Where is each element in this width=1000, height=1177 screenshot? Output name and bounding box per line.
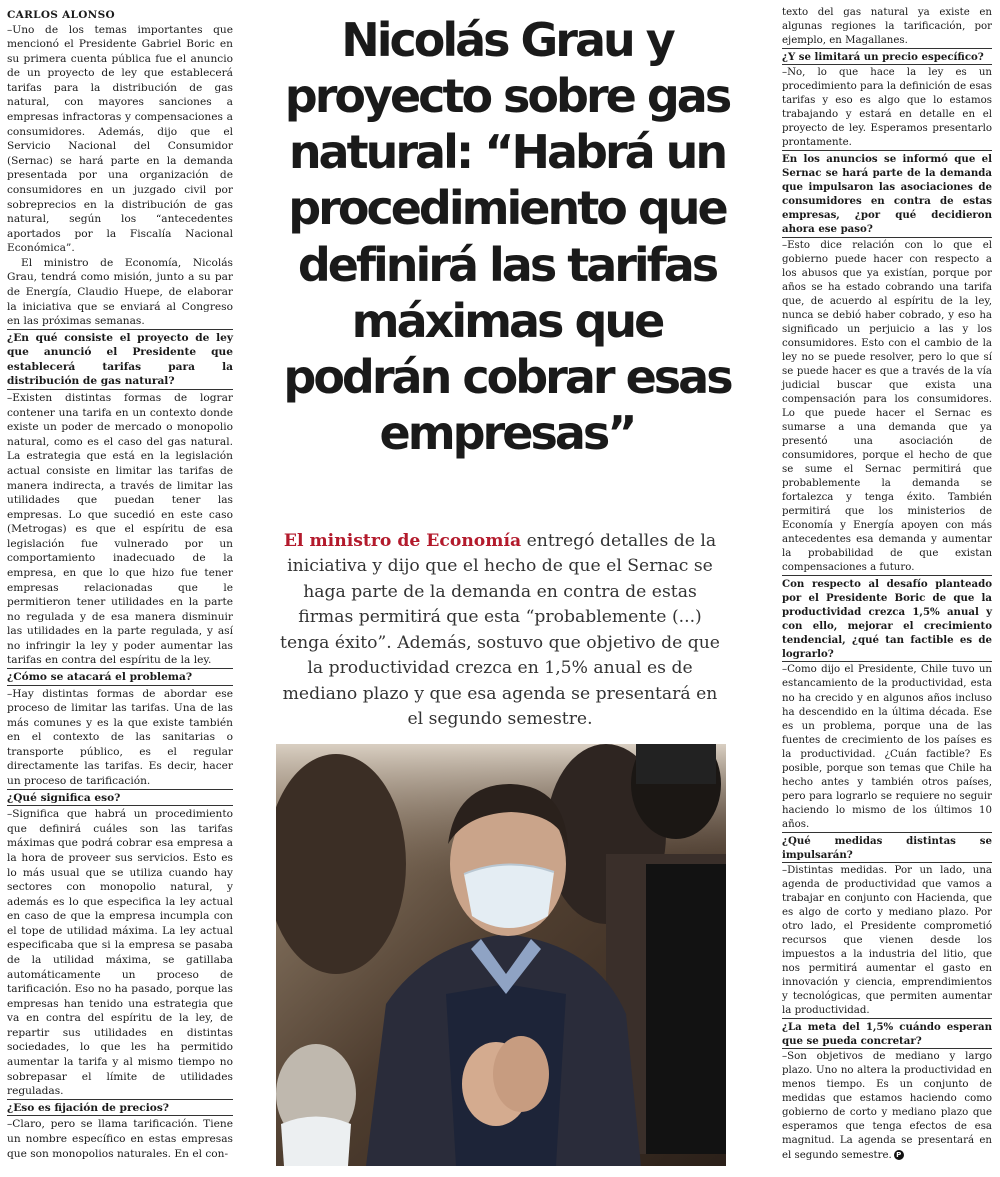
right-column [782, 6, 992, 1163]
divider [782, 832, 992, 833]
end-mark-icon: P [894, 1150, 904, 1160]
divider [782, 64, 992, 65]
answer: –Claro, pero se llama tarificación. Tiene un nombre específico en estas empresas que son monopolios naturales. En el con- [7, 1118, 233, 1160]
question: ¿La meta del 1,5% cuándo esperan que se pueda concretar? [782, 1021, 992, 1048]
paragraph: texto del gas natural ya existe en algunas regiones la tarificación, por ejemplo, en Magallanes. [782, 7, 992, 47]
paragraph: El ministro de Economía, Nicolás Grau, tendrá como misión, junto a su par de Energía, Claudio Huepe, de elaborar la iniciativa que se enviará al Congreso en las próximas semanas. [7, 256, 233, 328]
divider [782, 237, 992, 238]
divider [7, 685, 233, 686]
divider [7, 668, 233, 669]
divider [7, 1115, 233, 1116]
question: Con respecto al desafío planteado por el Presidente Boric de que la productividad crezca 1,5% anual y con ello, mejorar el crecimiento tendencial, ¿qué tan factible es de lograrlo? [782, 578, 992, 661]
question: En los anuncios se informó que el Sernac se hará parte de la demanda que impulsaron las asociaciones de consumidores en contra de estas empresas, ¿por qué decidieron ahora ese paso? [782, 153, 992, 236]
answer [782, 1050, 992, 1162]
divider [782, 575, 992, 576]
question: ¿Cómo se atacará el problema? [7, 671, 193, 684]
question: ¿Y se limitará un precio específico? [782, 51, 984, 64]
divider [782, 1018, 992, 1019]
paragraph: –Uno de los temas importantes que mencionó el Presidente Gabriel Boric en su primera cuenta pública fue el anuncio de un proyecto de ley que establecerá tarifas para la distribución de gas natural, con mayores sanciones a empresas infractoras y compensaciones a consumidores. Además, dijo que el Servicio Nacional del Consumidor (Sernac) se hará parte en la demanda presentada por una organización de consumidores en un juzgado civil por sobreprecios en la distribución de gas natural, según los “antecedentes aportados por la Fiscalía Nacional Económica”. [7, 23, 233, 255]
divider [782, 661, 992, 662]
question: ¿En qué consiste el proyecto de ley que anunció el Presidente que establecerá tarifas para la distribución de gas natural? [7, 331, 233, 388]
divider [7, 329, 233, 330]
photo [276, 744, 726, 1166]
headline: Nicolás Grau y proyecto sobre gas natural: “Habrá un procedimiento que definirá las tarifas máximas que podrán cobrar esas empresas” [283, 13, 731, 460]
dek-lead: El ministro de Economía [283, 531, 522, 551]
question: ¿Eso es fijación de precios? [7, 1101, 169, 1114]
divider [782, 150, 992, 151]
answer: –Significa que habrá un procedimiento que definirá cuáles son las tarifas máximas que podrá cobrar esa empresa a la hora de proveer sus servicios. Esto es lo más usual que se utiliza cuando hay sectores con monopolio natural, y además es lo que especifica la ley actual en caso de que la empresa incumpla con el tope de utilidad máxima. La ley actual especificaba que si la empresa se pasaba de la utilidad máxima, se gatillaba automáticamente un proceso de tarificación. Eso no ha pasado, porque las empresas han tenido una estrategia que va en contra del espíritu de la ley, de repartir sus utilidades en distintas sociedades, lo que les ha permitido aumentar la tarifa y al mismo tiempo no sobrepasar el límite de utilidades reguladas. [7, 808, 233, 1098]
answer: –Distintas medidas. Por un lado, una agenda de productividad que vamos a trabajar en conjunto con Hacienda, que es algo de corto y mediano plazo. Por otro lado, el Presidente comprometió recursos que vienen desde los impuestos a la industria del litio, que nos permitirá aumentar el gasto en innovación y ciencia, emprendimientos y tecnológicas, que permiten aumentar la productividad. [782, 864, 992, 1017]
answer: –Como dijo el Presidente, Chile tuvo un estancamiento de la productividad, esta no ha crecido y en algunos años incluso ha descendido en la última década. Ese es un problema, porque una de las fuentes de crecimiento de los países es la productividad. ¿Cuán factible? Es posible, porque son temas que Chile ha hecho antes y también otros países, pero para lograrlo se requiere no seguir haciendo lo mismo de los últimos 10 años. [782, 664, 992, 830]
byline: CARLOS ALONSO [7, 9, 115, 21]
divider [7, 389, 233, 390]
divider [782, 862, 992, 863]
left-column [7, 8, 233, 1161]
answer: –No, lo que hace la ley es un procedimiento para la definición de esas tarifas y eso es algo que lo estamos trabajando y estará en detalle en el proyecto de ley. Esperamos presentarlo prontamente. [782, 67, 992, 149]
answer-text: –Son objetivos de mediano y largo plazo. Uno no altera la productividad en menos tiempo. Es un conjunto de medidas que estamos haciendo como gobierno de corto y mediano plazo que esperamos que tenga efectos de esa magnitud. La agenda se presentará en el segundo semestre. [782, 1051, 992, 1161]
divider [782, 48, 992, 49]
question: ¿Qué significa eso? [7, 791, 121, 804]
divider [7, 1099, 233, 1100]
answer: –Hay distintas formas de abordar ese proceso de limitar las tarifas. Una de las más comunes y es la que existe también en el contexto de las sanitarias o transporte público, es el regular directamente las tarifas. Es decir, hacer un proceso de tarificación. [7, 687, 233, 788]
answer: –Esto dice relación con lo que el gobierno puede hacer con respecto a los abusos que ya existían, porque por años se ha estado cobrando una tarifa que, de acuerdo al espíritu de la ley, nunca se debió haber cobrado, y eso ha significado un perjuicio a las y los consumidores. Esto con el cambio de la ley no se puede resolver, pero lo que sí se puede hacer es que a través de la vía judicial buscar que exista una compensación para los consumidores. Lo que puede hacer el Sernac es sumarse a una demanda que ya presentó una asociación de consumidores, porque el hecho de que se sume el Sernac permitirá que probablemente la demanda se fortalezca y tenga éxito. También permitirá que los ministerios de Economía y Energía apoyen con más antecedentes esa demanda y aumentar la probabilidad de que existan compensaciones a futuro. [782, 239, 992, 574]
dek [277, 529, 723, 733]
dek-text: entregó detalles de la iniciativa y dijo que el hecho de que el Sernac se haga parte de la demanda en contra de estas firmas permitirá que esta “probablemente (...) tenga éxito”. Además, sostuvo que objetivo de que la productividad crezca en 1,5% anual es de mediano plazo y que esa agenda se presentará en el segundo semestre. [280, 531, 720, 730]
divider [782, 1048, 992, 1049]
answer: –Existen distintas formas de lograr contener una tarifa en un contexto donde existe un poder de mercado o monopolio natural, como es el caso del gas natural. La estrategia que está en la legislación actual consiste en limitar las tarifas de manera indirecta, a través de limitar las utilidades que puedan tener las empresas. Lo que sucedió en este caso (Metrogas) es que el espíritu de esa legislación fue vulnerado por un comportamiento inadecuado de la empresa, en que lo que hizo fue tener empresas relacionadas que le permitieron tener utilidades en la parte no regulada y de esa manera disminuir las utilidades en la parte regulada, y así no infringir la ley y poder aumentar las tarifas en contra del espíritu de la ley. [7, 392, 233, 667]
divider [7, 789, 233, 790]
divider [7, 805, 233, 806]
question: ¿Qué medidas distintas se impulsarán? [782, 834, 992, 861]
photo-illustration [276, 744, 726, 1166]
